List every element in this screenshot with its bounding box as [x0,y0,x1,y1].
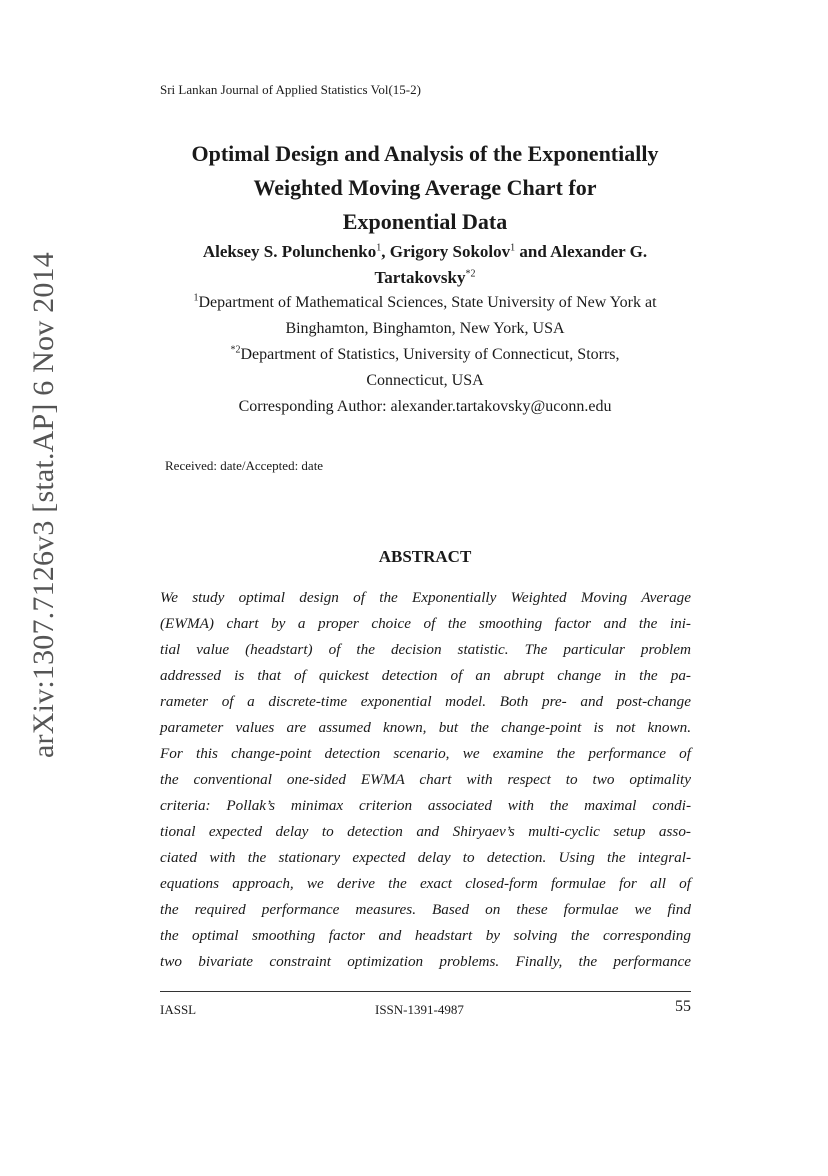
abstract-line: rameter of a discrete-time exponential model. Both pre- and post-change [160,693,691,710]
footer-rule [160,991,691,992]
abstract-line: ciated with the stationary expected delay to detection. Using the integral- [160,849,691,866]
affiliation-mark: *2 [230,344,241,356]
affiliation-text: Department of Mathematical Sciences, State University of New York at [198,294,657,311]
affiliation-mark: 1 [193,292,199,304]
abstract-line: the optimal smoothing factor and headstart by solving the corresponding [160,927,691,944]
abstract-line: criteria: Pollak’s minimax criterion associated with the maximal condi- [160,797,691,814]
abstract-line: (EWMA) chart by a proper choice of the smoothing factor and the ini- [160,615,691,632]
corresponding-author: Corresponding Author: alexander.tartakovsky@uconn.edu [238,398,612,415]
title-line: Weighted Moving Average Chart for [253,175,597,200]
abstract-line: tial value (headstart) of the decision statistic. The particular problem [160,641,691,658]
title-line: Exponential Data [342,209,508,234]
author-list: Aleksey S. Polunchenko$^1$, Grigory Sokolov$^1$ and Alexander G. Tartakovsky$^{*2}$ [202,242,648,287]
arxiv-identifier: arXiv:1307.7126v3 [stat.AP] 6 Nov 2014 [27,252,60,758]
abstract-line: We study optimal design of the Exponentially Weighted Moving Average [160,589,691,606]
footer-issn: ISSN-1391-4987 [375,1002,464,1017]
running-head: Sri Lankan Journal of Applied Statistics Vol(15-2) [160,82,421,97]
abstract-line: parameter values are assumed known, but the change-point is not known. [160,719,691,736]
abstract-line: addressed is that of quickest detection of an abrupt change in the pa- [160,667,691,684]
abstract-line: the required performance measures. Based on these formulae we find [160,901,691,918]
paper-title [160,137,690,239]
affiliation-text: Binghamton, Binghamton, New York, USA [285,320,565,337]
footer-publisher: IASSL [160,1002,197,1017]
author-affiliation-mark: 1 [376,242,382,254]
abstract-line: equations approach, we derive the exact closed-form formulae for all of [160,875,691,892]
author-name: Alexander G. [550,242,648,261]
abstract-line: two bivariate constraint optimization problems. Finally, the performance [160,953,691,970]
affiliation-text: Department of Statistics, University of Connecticut, Storrs, [240,346,620,363]
author-name: Grigory Sokolov [389,242,511,261]
author-name: Aleksey S. Polunchenko [202,242,377,261]
abstract-line: the conventional one-sided EWMA chart with respect to two optimality [160,771,691,788]
abstract-body [160,585,691,975]
affiliations [160,290,690,420]
author-name: Tartakovsky [374,268,466,287]
author-affiliation-mark: 1 [510,242,516,254]
received-date: Received: date/Accepted: date [165,458,324,473]
page-number: 55 [675,998,691,1015]
affiliation-text: Connecticut, USA [366,372,484,389]
abstract-heading: ABSTRACT [378,547,472,566]
abstract-line: tional expected delay to detection and Shiryaev’s multi-cyclic setup asso- [160,823,691,840]
abstract-line: For this change-point detection scenario, we examine the performance of [160,745,691,762]
author-affiliation-mark: *2 [465,268,476,280]
title-line: Optimal Design and Analysis of the Exponentially [191,141,659,166]
